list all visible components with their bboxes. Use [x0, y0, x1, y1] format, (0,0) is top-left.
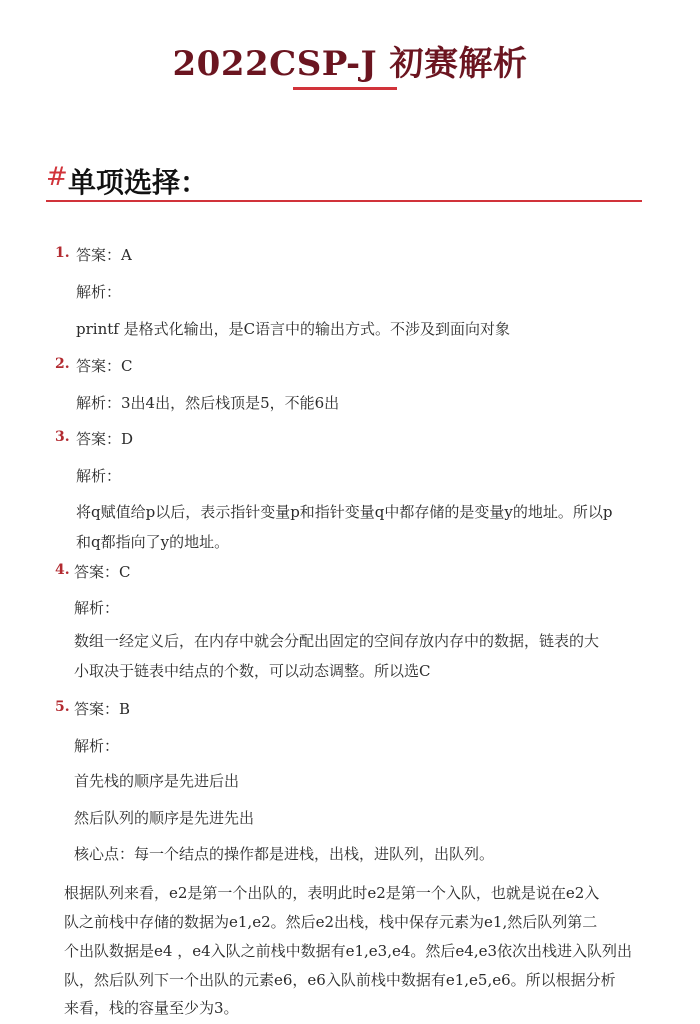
analysis-line: 将q赋值给p以后，表示指针变量p和指针变量q中都存储的是变量y的地址。所以p	[76, 503, 613, 521]
analysis-line: printf 是格式化输出，是C语言中的输出方式。不涉及到面向对象	[76, 320, 511, 338]
paragraph-line: 根据队列来看，e2是第一个出队的，表明此时e2是第一个入队，也就是说在e2入	[64, 884, 600, 902]
answer-text: 答案：B	[74, 700, 131, 718]
paragraph-line: 个出队数据是e4 ，e4入队之前栈中数据有e1,e3,e4。然后e4,e3依次出栈进入队列出	[64, 942, 633, 960]
answer-text: 答案：A	[76, 246, 132, 264]
hash-icon: #	[46, 162, 68, 192]
analysis-line: 和q都指向了y的地址。	[76, 533, 230, 551]
question-number: 2.	[55, 356, 70, 372]
analysis-line: 首先栈的顺序是先进后出	[74, 772, 240, 790]
question-number: 3.	[55, 429, 70, 445]
analysis-line: 核心点：每一个结点的操作都是进栈，出栈，进队列，出队列。	[74, 845, 495, 863]
page-title: 2022CSP-J 初赛解析	[172, 44, 528, 84]
title-underline	[293, 87, 397, 90]
analysis-line: 然后队列的顺序是先进先出	[74, 809, 255, 827]
analysis-label: 解析：	[74, 737, 120, 755]
paragraph-line: 来看，栈的容量至少为3。	[64, 999, 239, 1017]
paragraph-line: 队，然后队列下一个出队的元素e6，e6入队前栈中数据有e1,e5,e6。所以根据分析	[64, 971, 616, 989]
answer-text: 答案：C	[74, 563, 131, 581]
question-number: 4.	[55, 562, 70, 578]
section-heading-text: 单项选择：	[68, 166, 209, 199]
analysis-label: 解析：3出4出，然后栈顶是5，不能6出	[76, 394, 340, 412]
question-number: 5.	[55, 699, 70, 715]
analysis-line: 小取决于链表中结点的个数，可以动态调整。所以选C	[74, 662, 431, 680]
answer-text: 答案：C	[76, 357, 133, 375]
analysis-label: 解析：	[76, 467, 122, 485]
analysis-label: 解析：	[74, 599, 120, 617]
paragraph-line: 队之前栈中存储的数据为e1,e2。然后e2出栈，栈中保存元素为e1,然后队列第二	[64, 913, 598, 931]
answer-text: 答案：D	[76, 430, 134, 448]
analysis-label: 解析：	[76, 283, 122, 301]
question-number: 1.	[55, 245, 70, 261]
section-heading	[46, 160, 642, 202]
analysis-line: 数组一经定义后，在内存中就会分配出固定的空间存放内存中的数据，链表的大	[74, 632, 600, 650]
